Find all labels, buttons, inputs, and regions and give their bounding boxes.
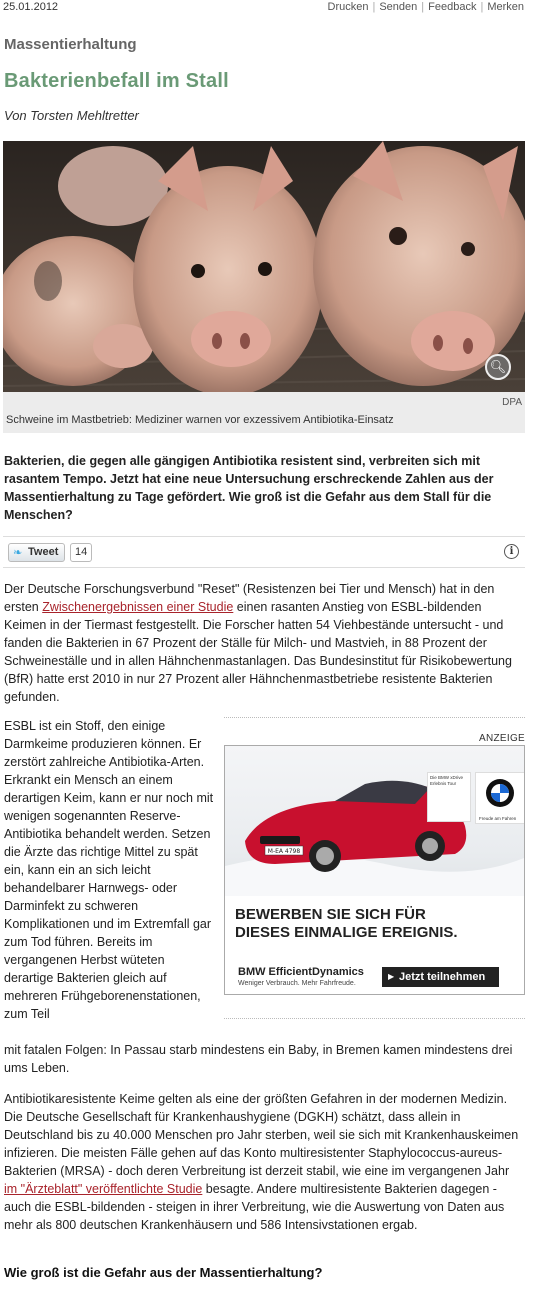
print-link[interactable]: Drucken [327, 1, 369, 13]
share-bar [3, 536, 525, 568]
bmw-slogan: Freude am Fahren [479, 816, 517, 821]
top-toolbar [3, 0, 524, 14]
license-plate-text: M-EA 4798 [267, 848, 301, 855]
ad-headline-line-2: DIESES EINMALIGE EREIGNIS. [235, 924, 458, 941]
ad-label: ANZEIGE [479, 733, 525, 744]
article-date: 25.01.2012 [3, 1, 59, 13]
tweet-label: Tweet [28, 546, 59, 558]
bookmark-link[interactable]: Merken [487, 1, 524, 13]
ad-brand: BMW EfficientDynamics [238, 966, 364, 978]
p3-text-start: Antibiotikaresistente Keime gelten als eine der größten Gefahren in der modernen Medizin. Die Deutsche Gesellschaft für Krankenhaushygiene (DGKH) schätzt, dass allein in Deutschland bis zu 40.000 Menschen pro Jahr sterben, weil sie sich mit Krankenhauskeimen infizieren. Die meisten Fälle gehen auf das Konto multiresistenter Staphylococcus-aureus-Bakterien (MRSA) - doch deren Verbreitung ist derzeit stabil, wie eine im vergangenen Jahr [4, 1092, 519, 1178]
info-icon[interactable]: i [504, 544, 519, 559]
p1-text-start: Der Deutsche Forschungsverbund "Reset" (Resistenzen bei Tier und Mensch) hat in den ersten [4, 582, 495, 614]
article-paragraph-1 [4, 580, 522, 706]
section-subhead: Wie groß ist die Gefahr aus der Massentierhaltung? [4, 1265, 323, 1280]
ad-headline [235, 906, 458, 942]
article-author: Von Torsten Mehltretter [4, 108, 139, 123]
ad-tour-box: Die BMW xDrive Erlebnis Tour [427, 772, 471, 822]
article-lead: Bakterien, die gegen alle gängigen Antibiotika resistent sind, verbreiten sich mit rasantem Tempo. Jetzt hat eine neue Untersuchung erschreckende Zahlen aus der Massentierhaltung zu Tage gefördert. Wie groß ist die Gefahr aus dem Stall für die Menschen? [4, 454, 494, 522]
ad-brand-subline: Weniger Verbrauch. Mehr Fahrfreude. [238, 980, 356, 987]
play-arrow-icon: ▶ [388, 972, 395, 981]
ad-headline-line-1: BEWERBEN SIE SICH FÜR [235, 906, 426, 923]
article-figure [3, 141, 525, 433]
feedback-link[interactable]: Feedback [428, 1, 477, 13]
article-kicker: Massentierhaltung [4, 36, 137, 53]
tweet-count: 14 [70, 543, 92, 562]
photo-caption: Schweine im Mastbetrieb: Mediziner warnen vor exzessivem Antibiotika-Einsatz [6, 414, 394, 426]
advertisement [224, 717, 525, 1019]
study-results-link[interactable]: Zwischenergebnissen einer Studie [42, 600, 234, 614]
bmw-logo [475, 772, 525, 824]
article-photo[interactable] [3, 141, 525, 392]
photo-credit: DPA [502, 397, 522, 408]
aerzteblatt-study-link[interactable]: im "Ärzteblatt" veröffentlichte Studie [4, 1182, 203, 1196]
article-paragraph-2-continued: mit fatalen Folgen: In Passau starb mindestens ein Baby, in Bremen kamen mindestens drei ums Leben. [4, 1043, 513, 1075]
pigs-photo-illustration [3, 141, 525, 392]
send-link[interactable]: Senden [379, 1, 418, 13]
article-paragraph-2: ESBL ist ein Stoff, den einige Darmkeime produzieren können. Er zerstört zahlreiche Antibiotika-Arten. Erkrankt ein Mensch an einem derartigen Keim, kann er nur noch mit wenigen sogenannten Reserve-Antibiotika behandelt werden. Setzen die Ärzte das richtige Mittel zu spät ein, kann ein an sich leicht behandelbarer Harnwegs- oder Darminfekt zu schweren Komplikationen und im Extremfall gar zum Tod führen. Bereits im vergangenen Herbst wüteten derartige Bakterien gleich auf mehreren Frühgeborenenstationen, zum Teil [4, 719, 214, 1021]
twitter-bird-icon: ❧ [13, 547, 23, 559]
article-headline: Bakterienbefall im Stall [4, 70, 229, 92]
article-actions: Drucken | Senden | Feedback | Merken [327, 1, 524, 13]
ad-cta-label: Jetzt teilnehmen [399, 971, 486, 983]
ad-cta-button[interactable] [382, 967, 499, 987]
article-paragraph-3 [4, 1090, 522, 1234]
tweet-button[interactable] [8, 543, 65, 562]
zoom-icon[interactable]: 🔍︎ [485, 354, 511, 380]
p3-text-end: besagte. Andere multiresistente Bakterien dagegen - auch die ESBL-bildenden - steigen in ihrer Verbreitung, wie die Auswertung von Daten aus mehr als 800 deutschen Krankenhäusern und 586 Intensivstationen ergab. [4, 1182, 505, 1232]
bmw-ad-banner[interactable] [224, 745, 525, 995]
p1-text-end: einen rasanten Anstieg von ESBL-bildenden Keimen in der Tiermast festgestellt. Die Forscher hatten 54 Viehbestände untersucht - und fanden die Bakterien in 67 Prozent der Ställe für Milch- und Mastvieh, in 88 Prozent der Schweineställe und in allen Hähnchenmastanlagen. Das Bundesinstitut für Risikobewertung (BfR) hatte erst 2010 in nur 27 Prozent aller Hähnchenmastbetriebe resistente Bakterien gefunden. [4, 600, 512, 704]
bmw-roundel-icon [476, 773, 524, 811]
